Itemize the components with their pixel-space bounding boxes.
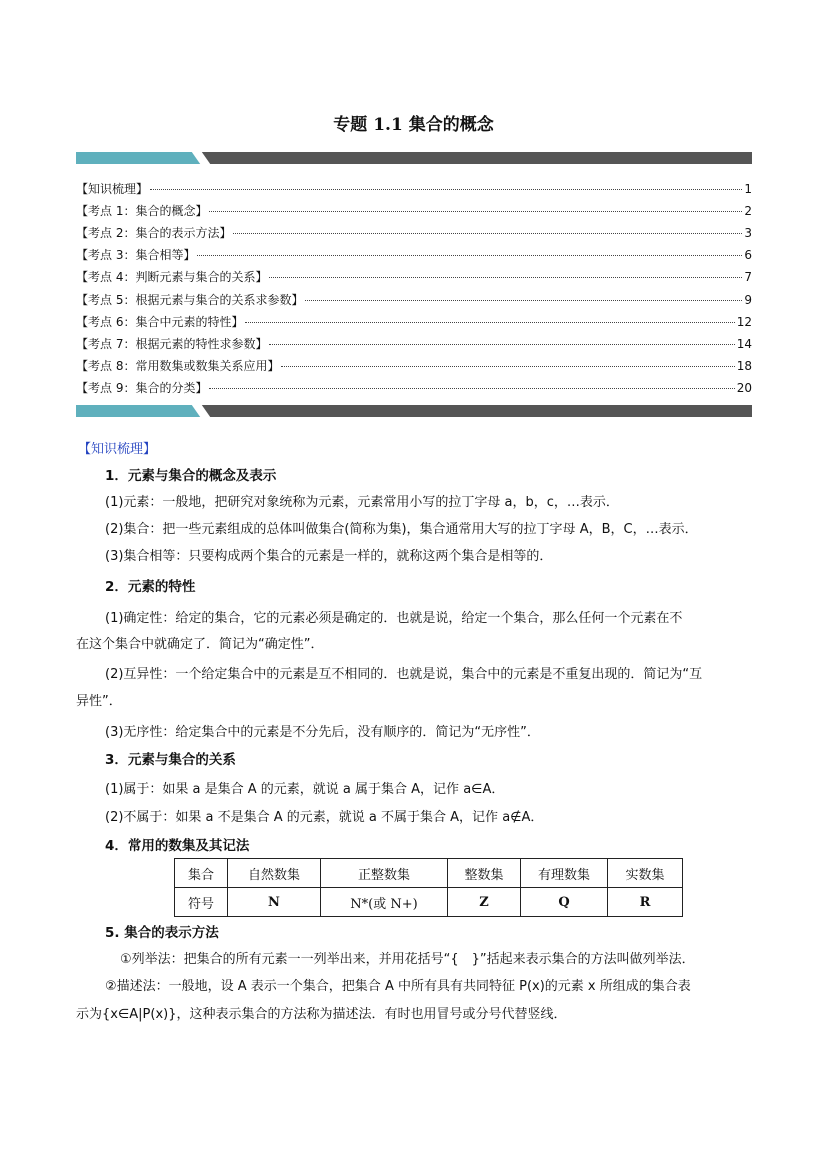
toc-label: 【考点 7：根据元素的特性求参数】 [76,336,268,351]
page-title: 专题 1.1 集合的概念 [333,115,494,135]
toc-entry[interactable] [76,335,752,352]
toc-label: 【考点 8：常用数集或数集关系应用】 [76,358,280,373]
heading-5: 5. 集合的表示方法 [105,925,219,941]
heading-2: 2．元素的特性 [105,579,196,595]
section-label: 【知识梳理】 [78,442,157,457]
paragraph: (3)无序性：给定集合中的元素是不分先后，没有顺序的．简记为“无序性”． [105,725,540,740]
toc-leader [209,388,734,389]
table-cell: R [608,888,683,917]
table-cell: 整数集 [448,859,521,888]
paragraph: (2)不属于：如果 a 不是集合 A 的元素，就说 a 不属于集合 A，记作 a∉A． [105,810,544,825]
paragraph: ②描述法：一般地，设 A 表示一个集合，把集合 A 中所有具有共同特征 P(x)的元素 x 所组成的集合表 [105,979,691,994]
toc-entry[interactable] [76,202,752,219]
toc-page: 1 [744,182,752,196]
toc-entry[interactable] [76,268,752,285]
divider-bar-top [76,152,752,164]
paragraph: 示为{x∈A|P(x)}，这种表示集合的方法称为描述法．有时也用冒号或分号代替竖线． [76,1007,567,1022]
table-cell: 符号 [175,888,228,917]
toc-leader [209,211,742,212]
toc-entry[interactable] [76,379,752,396]
toc-entry[interactable] [76,313,752,330]
table-cell: 有理数集 [521,859,608,888]
paragraph: (1)确定性：给定的集合，它的元素必须是确定的．也就是说，给定一个集合，那么任何一个元素在不 [105,611,683,626]
divider-bar-bottom [76,405,752,417]
toc-page: 7 [744,270,752,285]
table-cell: 自然数集 [228,859,321,888]
toc-label: 【考点 3：集合相等】 [76,248,196,263]
toc-label: 【考点 5：根据元素与集合的关系求参数】 [76,292,304,307]
table-cell: N [228,888,321,917]
toc-label: 【考点 2：集合的表示方法】 [76,226,232,241]
toc-page: 2 [744,204,752,219]
toc-leader [305,300,742,301]
table-cell: Q [521,888,608,917]
paragraph: (3)集合相等：只要构成两个集合的元素是一样的，就称这两个集合是相等的． [105,549,553,564]
toc-leader [233,233,742,234]
toc-leader [269,277,742,278]
toc-leader [197,255,742,256]
toc-entry[interactable] [76,180,752,197]
toc-label: 【考点 1：集合的概念】 [76,204,208,219]
table-row [175,859,683,888]
paragraph: 在这个集合中就确定了．简记为“确定性”． [76,637,324,652]
paragraph: (1)元素：一般地，把研究对象统称为元素，元素常用小写的拉丁字母 a，b，c，…表示． [105,495,619,510]
toc-page: 6 [744,248,752,263]
table-cell: 正整数集 [321,859,448,888]
toc-label: 【考点 9：集合的分类】 [76,380,208,395]
paragraph: ①列举法：把集合的所有元素一一列举出来，并用花括号“{ }”括起来表示集合的方法叫做列举法． [120,952,695,967]
toc-leader [269,344,734,345]
table-cell: 集合 [175,859,228,888]
heading-4: 4．常用的数集及其记法 [105,838,250,854]
toc-entry[interactable] [76,291,752,308]
toc-entry[interactable] [76,246,752,263]
table-cell: Z [448,888,521,917]
toc-page: 14 [736,336,752,351]
paragraph: (2)互异性：一个给定集合中的元素是互不相同的．也就是说，集合中的元素是不重复出现的．简记为“互 [105,667,703,682]
toc-label: 【知识梳理】 [76,182,149,196]
toc-entry[interactable] [76,357,752,374]
paragraph: (1)属于：如果 a 是集合 A 的元素，就说 a 属于集合 A，记作 a∈A． [105,782,505,797]
number-sets-table [174,858,683,917]
toc-leader [150,189,742,190]
toc-leader [245,322,734,323]
paragraph: (2)集合：把一些元素组成的总体叫做集合(简称为集)，集合通常用大写的拉丁字母 A，B，C，…表示． [105,522,698,537]
toc-page: 12 [736,314,752,329]
toc-label: 【考点 6：集合中元素的特性】 [76,314,244,329]
toc-entry[interactable] [76,224,752,241]
heading-3: 3．元素与集合的关系 [105,752,236,768]
paragraph: 异性”． [76,694,122,709]
toc-leader [281,366,734,367]
toc-page: 3 [744,226,752,241]
table-cell: N*(或 N+) [321,888,448,917]
table-cell: 实数集 [608,859,683,888]
toc-page: 20 [736,380,752,395]
toc-page: 18 [736,358,752,373]
toc-label: 【考点 4：判断元素与集合的关系】 [76,270,268,285]
heading-1: 1．元素与集合的概念及表示 [105,468,277,484]
toc-page: 9 [744,292,752,307]
table-row [175,888,683,917]
